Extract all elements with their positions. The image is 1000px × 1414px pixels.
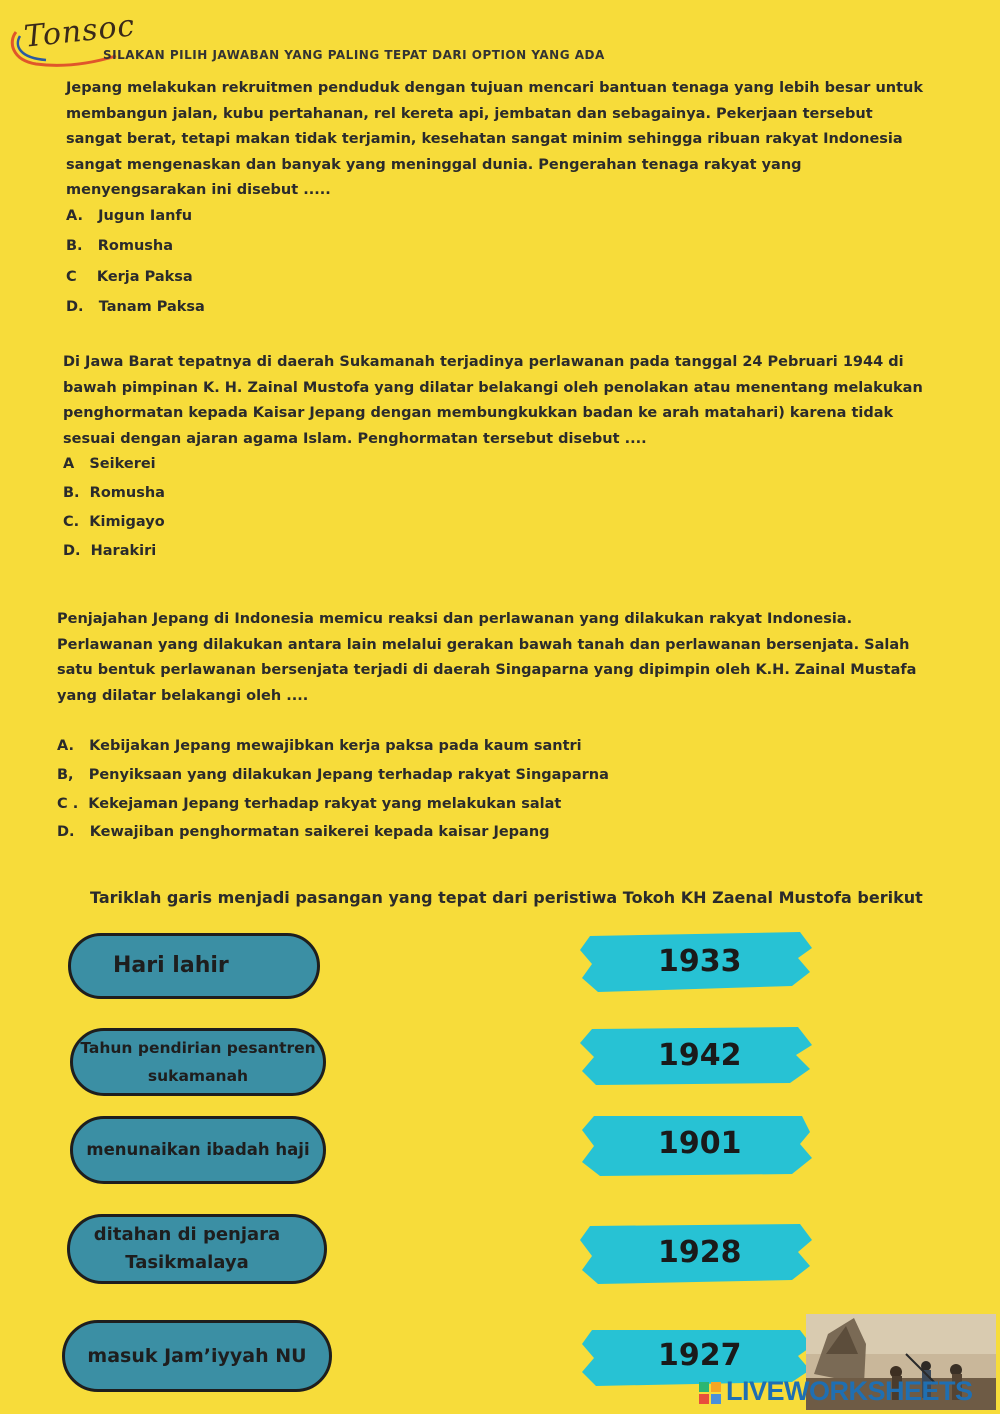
matching-instruction: Tariklah garis menjadi pasangan yang tepat dari peristiwa Tokoh KH Zaenal Mustofa berikut [90, 888, 923, 907]
question-3-option-c[interactable]: C . Kekejaman Jepang terhadap rakyat yang melakukan salat [57, 796, 562, 812]
question-1-option-d[interactable]: D. Tanam Paksa [66, 299, 205, 315]
liveworksheets-badge-icon [699, 1382, 721, 1404]
match-event-nu[interactable]: masuk Jam’iyyah NU [62, 1320, 332, 1392]
question-1-text: Jepang melakukan rekruitmen penduduk dengan tujuan mencari bantuan tenaga yang lebih besar untuk membangun jalan, kubu pertahanan, rel kereta api, jembatan dan sebagainya. Pekerjaan tersebut sangat berat, tetapi makan tidak terjamin, kesehatan sangat minim sehingga ribuan rakyat Indonesia sangat mengenaskan dan banyak yang meninggal dunia. Pengerahan tenaga rakyat yang menyengsarakan ini disebut ..... [66, 80, 924, 198]
question-1-option-b[interactable]: B. Romusha [66, 238, 174, 254]
match-year-2[interactable]: 1942 [658, 1038, 742, 1073]
match-event-prison[interactable]: ditahan di penjara Tasikmalaya [67, 1214, 327, 1284]
instruction-heading: SILAKAN PILIH JAWABAN YANG PALING TEPAT DARI OPTION YANG ADA [103, 48, 605, 62]
logo-text: Tonsoc [22, 8, 137, 55]
match-year-3[interactable]: 1901 [658, 1126, 742, 1161]
watermark-text: LIVEWORKSHEETS [726, 1376, 973, 1406]
question-3-text: Penjajahan Jepang di Indonesia memicu reaksi dan perlawanan yang dilakukan rakyat Indonesia. Perlawanan yang dilakukan antara lain melalui gerakan bawah tanah dan perlawanan bersenjata. Salah satu bentuk perlawanan bersenjata terjadi di daerah Singaparna yang dipimpin oleh K.H. Zainal Mustafa yang dilatar belakangi oleh .... [57, 611, 917, 704]
match-event-hajj[interactable]: menunaikan ibadah haji [70, 1116, 326, 1184]
question-2-option-a[interactable]: A Seikerei [63, 456, 156, 472]
question-2-option-b[interactable]: B. Romusha [63, 485, 165, 501]
question-3-option-b[interactable]: B, Penyiksaan yang dilakukan Jepang terhadap rakyat Singaparna [57, 767, 609, 783]
match-event-birth[interactable]: Hari lahir [68, 933, 320, 999]
question-3-option-d[interactable]: D. Kewajiban penghormatan saikerei kepada kaisar Jepang [57, 824, 550, 840]
question-2-text: Di Jawa Barat tepatnya di daerah Sukamanah terjadinya perlawanan pada tanggal 24 Pebruari 1944 di bawah pimpinan K. H. Zainal Mustofa yang dilatar belakangi oleh penolakan atau menentang melakukan penghormatan kepada Kaisar Jepang dengan membungkukkan badan ke arah matahari) karena tidak sesuai dengan ajaran agama Islam. Penghormatan tersebut disebut .... [63, 354, 923, 447]
question-2-option-c[interactable]: C. Kimigayo [63, 514, 165, 530]
question-3-option-a[interactable]: A. Kebijakan Jepang mewajibkan kerja paksa pada kaum santri [57, 738, 582, 754]
question-1-option-a[interactable]: A. Jugun Ianfu [66, 208, 193, 224]
match-year-4[interactable]: 1928 [658, 1235, 742, 1270]
match-year-1[interactable]: 1933 [658, 944, 742, 979]
match-year-5[interactable]: 1927 [658, 1338, 742, 1373]
question-1-option-c[interactable]: C Kerja Paksa [66, 269, 193, 285]
match-event-pesantren[interactable]: Tahun pendirian pesantren sukamanah [70, 1028, 326, 1096]
question-2-option-d[interactable]: D. Harakiri [63, 543, 157, 559]
